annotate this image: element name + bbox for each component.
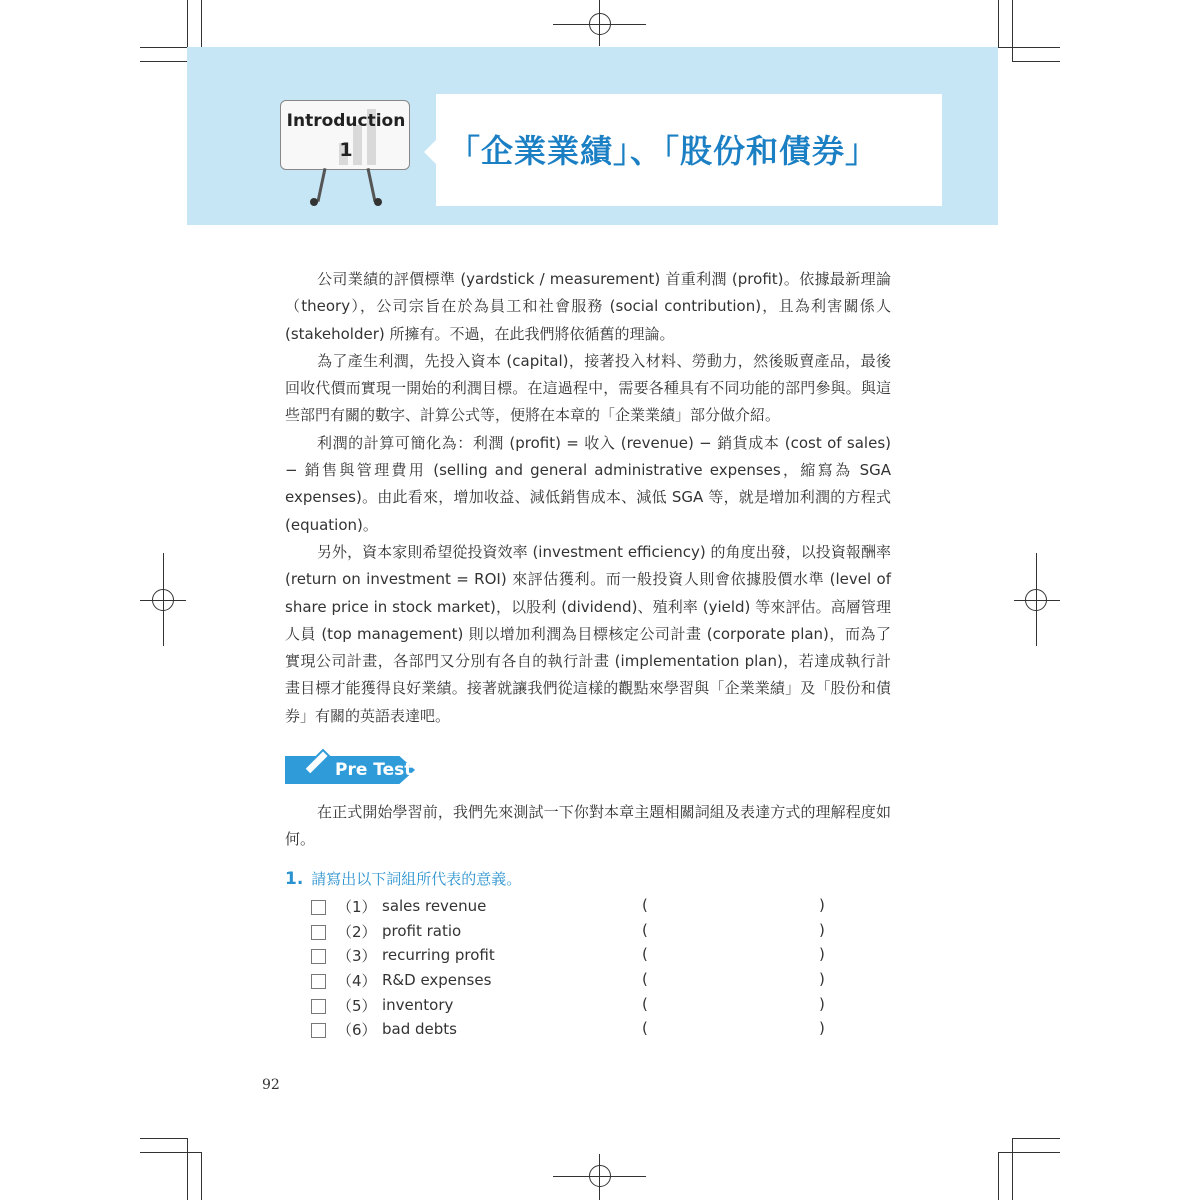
question-heading [285, 868, 521, 889]
pencil-icon [297, 748, 331, 782]
body-paragraph: 另外，資本家則希望從投資效率 (investment efficiency) 的角度出發，以投資報酬率 (return on investment = ROI) 來評估獲利。而一般投資人則會依據股價水準 (level of share price in stock market)，以股利 (dividend)、殖利率 (yield) 等來評估。高層管理人員 (top management) 則以增加利潤為目標核定公司計畫 (corporate plan)，而為了實現公司計畫，各部門又分別有各自的執行計畫 (implementation plan)，若達成執行計畫目標才能獲得良好業績。接著就讓我們從這樣的觀點來學習與「企業業績」及「股份和債券」有關的英語表達吧。 [285, 542, 891, 725]
title-pointer [424, 140, 436, 164]
question-item [311, 1019, 851, 1044]
pretest-intro-text: 在正式開始學習前，我們先來測試一下你對本章主題相關詞組及表達方式的理解程度如何。 [285, 803, 891, 849]
body-text [285, 266, 891, 730]
answer-blank-close: ) [819, 945, 825, 964]
answer-blank-close: ) [819, 994, 825, 1013]
answer-checkbox[interactable] [311, 974, 326, 989]
answer-checkbox[interactable] [311, 925, 326, 940]
item-term: inventory [382, 995, 454, 1014]
pretest-intro [285, 799, 891, 854]
item-number: （1） [337, 898, 377, 916]
question-instruction: 請寫出以下詞組所代表的意義。 [311, 870, 522, 888]
item-term: recurring profit [382, 946, 495, 965]
question-item [311, 970, 851, 995]
answer-blank-close: ) [819, 896, 825, 914]
easel-board [280, 100, 410, 170]
answer-blank-open[interactable]: ( [642, 994, 648, 1013]
answer-blank-open[interactable]: ( [642, 1019, 648, 1038]
pretest-badge [285, 748, 430, 786]
intro-number: 1 [339, 139, 353, 161]
item-number: （4） [337, 972, 377, 991]
answer-blank-close: ) [819, 920, 825, 939]
question-item [311, 896, 851, 921]
body-paragraph: 為了產生利潤，先投入資本 (capital)，接著投入材料、勞動力，然後販賣產品，最後回收代價而實現一開始的利潤目標。在這過程中，需要各種具有不同功能的部門參與。與這些部門有關的數字、計算公式等，便將在本章的「企業業績」部分做介紹。 [285, 351, 891, 425]
item-term: profit ratio [382, 921, 462, 940]
question-number: 1. [285, 869, 304, 889]
question-item [311, 921, 851, 946]
item-number: （6） [337, 1021, 377, 1040]
item-number: （2） [337, 922, 377, 941]
answer-blank-open[interactable]: ( [642, 970, 648, 989]
question-item [311, 945, 851, 970]
easel-foot-right [374, 198, 382, 206]
easel-leg-left [316, 168, 326, 202]
item-term: R&D expenses [382, 971, 492, 990]
body-paragraph: 利潤的計算可簡化為：利潤 (profit) = 收入 (revenue) − 銷貨成本 (cost of sales) − 銷售與管理費用 (selling and general administrative expenses，縮寫為 SGA expenses)。由此看來，增加收益、減低銷售成本、減低 SGA 等，就是增加利潤的方程式 (equation)。 [285, 433, 891, 534]
introduction-easel [280, 100, 412, 205]
answer-checkbox[interactable] [311, 1023, 326, 1038]
item-number: （3） [337, 947, 377, 966]
pretest-label: Pre Test [335, 760, 413, 780]
answer-checkbox[interactable] [311, 949, 326, 964]
item-term: sales revenue [382, 897, 487, 915]
answer-checkbox[interactable] [311, 999, 326, 1014]
easel-foot-left [310, 198, 318, 206]
answer-blank-open[interactable]: ( [642, 896, 648, 914]
answer-blank-close: ) [819, 970, 825, 989]
item-term: bad debts [382, 1020, 457, 1039]
answer-checkbox[interactable] [311, 900, 326, 915]
page-number: 92 [262, 1077, 280, 1093]
answer-blank-open[interactable]: ( [642, 920, 648, 939]
body-paragraph: 公司業績的評價標準 (yardstick / measurement) 首重利潤 (profit)。依據最新理論（theory），公司宗旨在於為員工和社會服務 (social contribution)，且為利害關係人 (stakeholder) 所擁有。不過，在此我們將依循舊的理論。 [285, 270, 891, 343]
item-number: （5） [337, 996, 377, 1015]
answer-blank-close: ) [819, 1019, 825, 1038]
question-item [311, 995, 851, 1020]
answer-blank-open[interactable]: ( [642, 945, 648, 964]
intro-label: Introduction [286, 111, 406, 131]
easel-leg-right [366, 168, 376, 202]
chapter-title: 「企業業績」、「股份和債券」 [448, 132, 879, 170]
question-list [311, 896, 851, 1044]
